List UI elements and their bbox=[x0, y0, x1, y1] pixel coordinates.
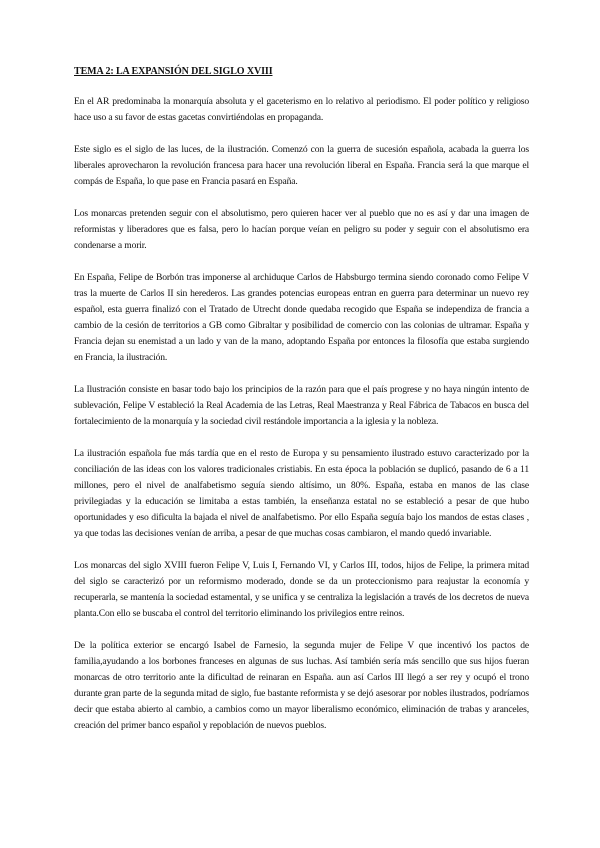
paragraph-politica-exterior: De la política exterior se encargó Isabel de Farnesio, la segunda mujer de Felipe V que incentivó los pactos de familia,ayudando a los borbones franceses en algunas de sus luchas. Así también sería más sencillo que sus hijos fueran monarcas de otro territorio ante la dificultad de reinaran en España. aun así Carlos III llegó a ser rey y ocupó el trono durante gran parte de la segunda mitad de siglo, fue bastante reformista y se dejó asesorar por nobles ilustrados, podríamos decir que estaba abierto al cambio, a cambios como un mayor liberalismo económico, eliminación de trabas y aranceles, creación del primer banco español y repoblación de nuevos pueblos. bbox=[74, 640, 529, 731]
document-page bbox=[74, 64, 529, 750]
paragraph-century-of-lights: Este siglo es el siglo de las luces, de la ilustración. Comenzó con la guerra de sucesión española, acabada la guerra los liberales aprovecharon la revolución francesa para hacer una revolución liberal en España. Francia será la que marque el compás de España, lo que pase en Francia pasará en España. bbox=[74, 144, 529, 187]
paragraph-felipe-borbon: En España, Felipe de Borbón tras imponerse al archiduque Carlos de Habsburgo termina siendo coronado como Felipe V tras la muerte de Carlos II sin herederos. Las grandes potencias europeas entran en guerra para determinar un nuevo rey español, esta guerra finalizó con el Tratado de Utrecht donde quedaba recogido que España se independiza de francia a cambio de la cesión de territorios a GB como Gibraltar y posibilidad de comercio con las colonias de ultramar. España y Francia dejan su enemistad a un lado y van de la mano, adoptando España por entonces la filosofía que estaba surgiendo en Francia, la ilustración. bbox=[74, 272, 529, 363]
paragraph-ilustracion-espanola: La ilustración española fue más tardía que en el resto de Europa y su pensamiento ilustrado estuvo caracterizado por la conciliación de las ideas con los valores tradicionales cristiabis. En esta época la población se duplicó, pasando de 6 a 11 millones, pero el nivel de analfabetismo seguía siendo altísimo, un 80%. España, estaba en manos de las clase privilegiadas y la educación se limitaba a estas también, la enseñanza estatal no se estableció a pesar de que hubo oportunidades y eso dificulta la bajada el nivel de analfabetismo. Por ello España seguía bajo los mandos de estas clases , ya que todas las decisiones venían de arriba, a pesar de que muchas cosas cambiaron, el mando quedó invariable. bbox=[74, 448, 529, 539]
paragraph-monarchs-absolutism: Los monarcas pretenden seguir con el absolutismo, pero quieren hacer ver al pueblo que no es así y dar una imagen de reformistas y liberadores que es falsa, pero lo hacían porque veían en peligro su poder y seguir con el absolutismo era condenarse a morir. bbox=[74, 208, 529, 251]
paragraph-absolutism-press: En el AR predominaba la monarquía absoluta y el gaceterismo en lo relativo al periodismo. El poder político y religioso hace uso a su favor de estas gacetas convirtiéndolas en propaganda. bbox=[74, 96, 529, 123]
paragraph-ilustracion-razon: La Ilustración consiste en basar todo bajo los principios de la razón para que el país progrese y no haya ningún intento de sublevación, Felipe V estableció la Real Academia de las Letras, Real Maestranza y Real Fábrica de Tabacos en busca del fortalecimiento de la monarquía y la sociedad civil restándole importancia a la iglesia y la nobleza. bbox=[74, 384, 529, 427]
document-title: TEMA 2: LA EXPANSIÓN DEL SIGLO XVIII bbox=[74, 66, 273, 77]
paragraph-monarcas-siglo-xviii: Los monarcas del siglo XVIII fueron Felipe V, Luis I, Fernando VI, y Carlos III, todos, hijos de Felipe, la primera mitad del siglo se caracterizó por un reformismo moderado, donde se da un proteccionismo para reajustar la economía y recuperarla, se mantenía la sociedad estamental, y se unifica y se centraliza la legislación a través de los decretos de nueva planta.Con ello se buscaba el control del territorio eliminando los privilegios entre reinos. bbox=[74, 560, 529, 619]
